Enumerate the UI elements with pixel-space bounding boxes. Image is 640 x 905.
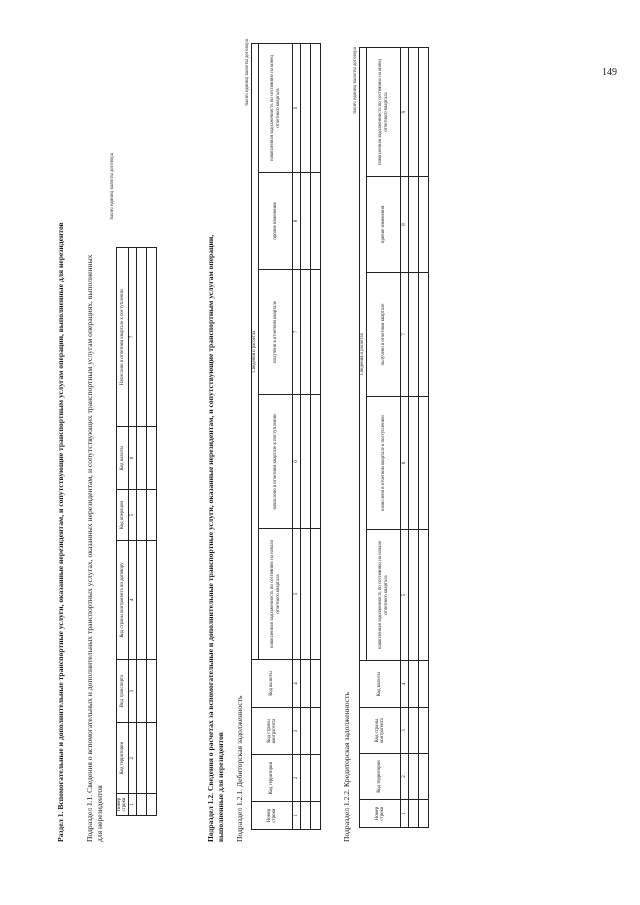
sub121-title: Подраздел 1.2.1. Дебиторская задолженность <box>235 695 244 842</box>
table-cell[interactable] <box>311 708 321 755</box>
sub11-header: Код операции <box>117 490 129 541</box>
sub121-header: Код страны контрагента <box>252 708 293 755</box>
table-cell[interactable] <box>136 660 146 723</box>
table-cell[interactable] <box>311 395 321 529</box>
table-cell[interactable] <box>136 490 146 541</box>
sub11-title-line2: для нерезидентов <box>95 785 104 842</box>
sub121-unit: тысяч единиц валюты договора <box>245 38 250 106</box>
table-cell[interactable] <box>146 490 156 541</box>
sub122-col-num: 5 <box>401 530 409 661</box>
table-cell[interactable] <box>301 660 311 708</box>
table-cell[interactable] <box>146 541 156 660</box>
table-cell[interactable] <box>311 173 321 270</box>
table-sub11 <box>116 247 157 816</box>
sub11-header: Начислено в отчетном квартале к поступлению <box>117 248 129 427</box>
table-cell[interactable] <box>311 755 321 802</box>
sub122-col-num: 8 <box>401 177 409 273</box>
table-cell[interactable] <box>409 708 419 754</box>
table-cell[interactable] <box>146 248 156 427</box>
table-cell[interactable] <box>409 273 419 397</box>
table-cell[interactable] <box>301 44 311 173</box>
sub12-title-line1: Подраздел 1.2. Сведения о расчетах за вспомогательные и дополнительные транспортные услуги, оказанные нерезидентам, и сопутствующие транспортным услугам операции, <box>206 234 215 842</box>
sub122-col-num: 7 <box>401 273 409 397</box>
table-cell[interactable] <box>136 427 146 490</box>
sub121-col-num: 8 <box>293 173 301 270</box>
sub11-col-num: 4 <box>128 541 136 660</box>
table-cell[interactable] <box>409 177 419 273</box>
table-cell[interactable] <box>136 723 146 794</box>
table-cell[interactable] <box>146 660 156 723</box>
sub121-header: Код территории <box>252 755 293 802</box>
table-cell[interactable] <box>311 44 321 173</box>
table-row <box>311 44 321 830</box>
sub122-col-num: 6 <box>401 397 409 530</box>
table-cell[interactable] <box>409 48 419 177</box>
table-cell[interactable] <box>419 708 429 754</box>
sub121-header: накопленная задолженность по состоянию на конец отчетного квартала <box>259 44 293 173</box>
sub11-header: Номер строки <box>117 794 129 816</box>
sub121-group-header: Сведения о расчетах <box>252 44 259 660</box>
sub122-col-num: 3 <box>401 708 409 754</box>
sub11-header: Код страны контрагента по договору <box>117 541 129 660</box>
table-cell[interactable] <box>409 754 419 800</box>
table-cell[interactable] <box>311 802 321 830</box>
table-cell[interactable] <box>146 794 156 816</box>
sub122-header: Код страны контрагента <box>360 708 401 754</box>
table-cell[interactable] <box>301 708 311 755</box>
sub11-col-num: 2 <box>128 723 136 794</box>
sub121-col-num: 2 <box>293 755 301 802</box>
table-cell[interactable] <box>311 660 321 708</box>
sub122-header: получено в отчетном квартале <box>367 273 401 397</box>
sub11-header: Вид транспорта <box>117 660 129 723</box>
sub122-header: прочие изменения <box>367 177 401 273</box>
sub122-unit: тысяч единиц валюты договора <box>353 46 358 114</box>
table-cell[interactable] <box>301 755 311 802</box>
table-cell[interactable] <box>301 529 311 660</box>
sub121-col-num: 1 <box>293 802 301 830</box>
table-cell[interactable] <box>136 541 146 660</box>
sub121-header: Номер строки <box>252 802 293 830</box>
sub121-col-num: 6 <box>293 395 301 529</box>
sub11-header: Код валюты <box>117 427 129 490</box>
table-cell[interactable] <box>301 395 311 529</box>
table-cell[interactable] <box>419 273 429 397</box>
sub121-col-num: 5 <box>293 529 301 660</box>
sub122-header: Код валюты <box>360 661 401 708</box>
sub121-header: Код валюты <box>252 660 293 708</box>
sub11-col-num: 3 <box>128 660 136 723</box>
table-cell[interactable] <box>301 173 311 270</box>
table-cell[interactable] <box>311 270 321 395</box>
sub121-col-num: 4 <box>293 660 301 708</box>
table-row <box>301 44 311 830</box>
table-row <box>409 48 419 828</box>
sub122-header: накопленная задолженность по состоянию на начало отчетного квартала <box>367 530 401 661</box>
table-cell[interactable] <box>311 529 321 660</box>
table-sub121 <box>251 43 321 830</box>
sub122-header: Номер строки <box>360 800 401 828</box>
sub122-header: Код территории <box>360 754 401 800</box>
sub121-col-num: 3 <box>293 708 301 755</box>
sub121-header: получено в отчетном квартале <box>259 270 293 395</box>
table-cell[interactable] <box>146 427 156 490</box>
table-cell[interactable] <box>419 177 429 273</box>
sub121-header: прочие изменения <box>259 173 293 270</box>
sub121-col-num: 9 <box>293 44 301 173</box>
sub122-title: Подраздел 1.2.2. Кредиторская задолженность <box>342 692 351 842</box>
table-row <box>146 248 156 816</box>
rotated-content <box>56 22 617 842</box>
table-cell[interactable] <box>419 661 429 708</box>
table-row <box>136 248 146 816</box>
sub11-col-num: 7 <box>128 248 136 427</box>
sub11-unit: тысяч единиц валюты договора <box>110 152 115 220</box>
table-cell[interactable] <box>419 48 429 177</box>
sub122-header: накопленная задолженность по состоянию на конец отчетного квартала <box>367 48 401 177</box>
sub122-col-num: 9 <box>401 48 409 177</box>
sub122-group-header: Сведения о расчетах <box>360 48 367 661</box>
table-cell[interactable] <box>301 802 311 830</box>
table-cell[interactable] <box>419 397 429 530</box>
table-cell[interactable] <box>301 270 311 395</box>
table-sub122 <box>359 47 429 828</box>
page-number: 149 <box>602 67 617 78</box>
table-cell[interactable] <box>419 754 429 800</box>
table-row <box>419 48 429 828</box>
table-cell[interactable] <box>409 530 419 661</box>
sub12-title-line2: выполненные для нерезидентов <box>216 732 225 842</box>
sub121-header: начислено в отчетном квартале к поступлению <box>259 395 293 529</box>
table-cell[interactable] <box>409 661 419 708</box>
sub11-col-num: 1 <box>128 794 136 816</box>
table-cell[interactable] <box>136 248 146 427</box>
sub11-title-line1: Подраздел 1.1. Сведения о вспомогательных и дополнительных транспортных услугах, оказанных нерезидентам, и сопутствующих транспортным услугам операциях, выполненных <box>85 254 94 842</box>
sub11-col-num: 6 <box>128 427 136 490</box>
sub122-col-num: 1 <box>401 800 409 828</box>
table-cell[interactable] <box>146 723 156 794</box>
table-cell[interactable] <box>419 530 429 661</box>
sub121-header: накопленная задолженность по состоянию на начало отчетного квартала <box>259 529 293 660</box>
sub11-header: Код территории <box>117 723 129 794</box>
table-cell[interactable] <box>136 794 146 816</box>
sub122-col-num: 4 <box>401 661 409 708</box>
section1-title: Раздел 1. Вспомогательные и дополнительные транспортные услуги, оказанные нерезидентам, и сопутствующие транспортным услугам операции, выполненные для нерезидентов <box>56 222 65 842</box>
sub11-col-num: 5 <box>128 490 136 541</box>
sub121-col-num: 7 <box>293 270 301 395</box>
table-cell[interactable] <box>409 800 419 828</box>
table-cell[interactable] <box>409 397 419 530</box>
sub122-col-num: 2 <box>401 754 409 800</box>
sub122-header: начислено в отчетном квартале к поступлению <box>367 397 401 530</box>
table-cell[interactable] <box>419 800 429 828</box>
